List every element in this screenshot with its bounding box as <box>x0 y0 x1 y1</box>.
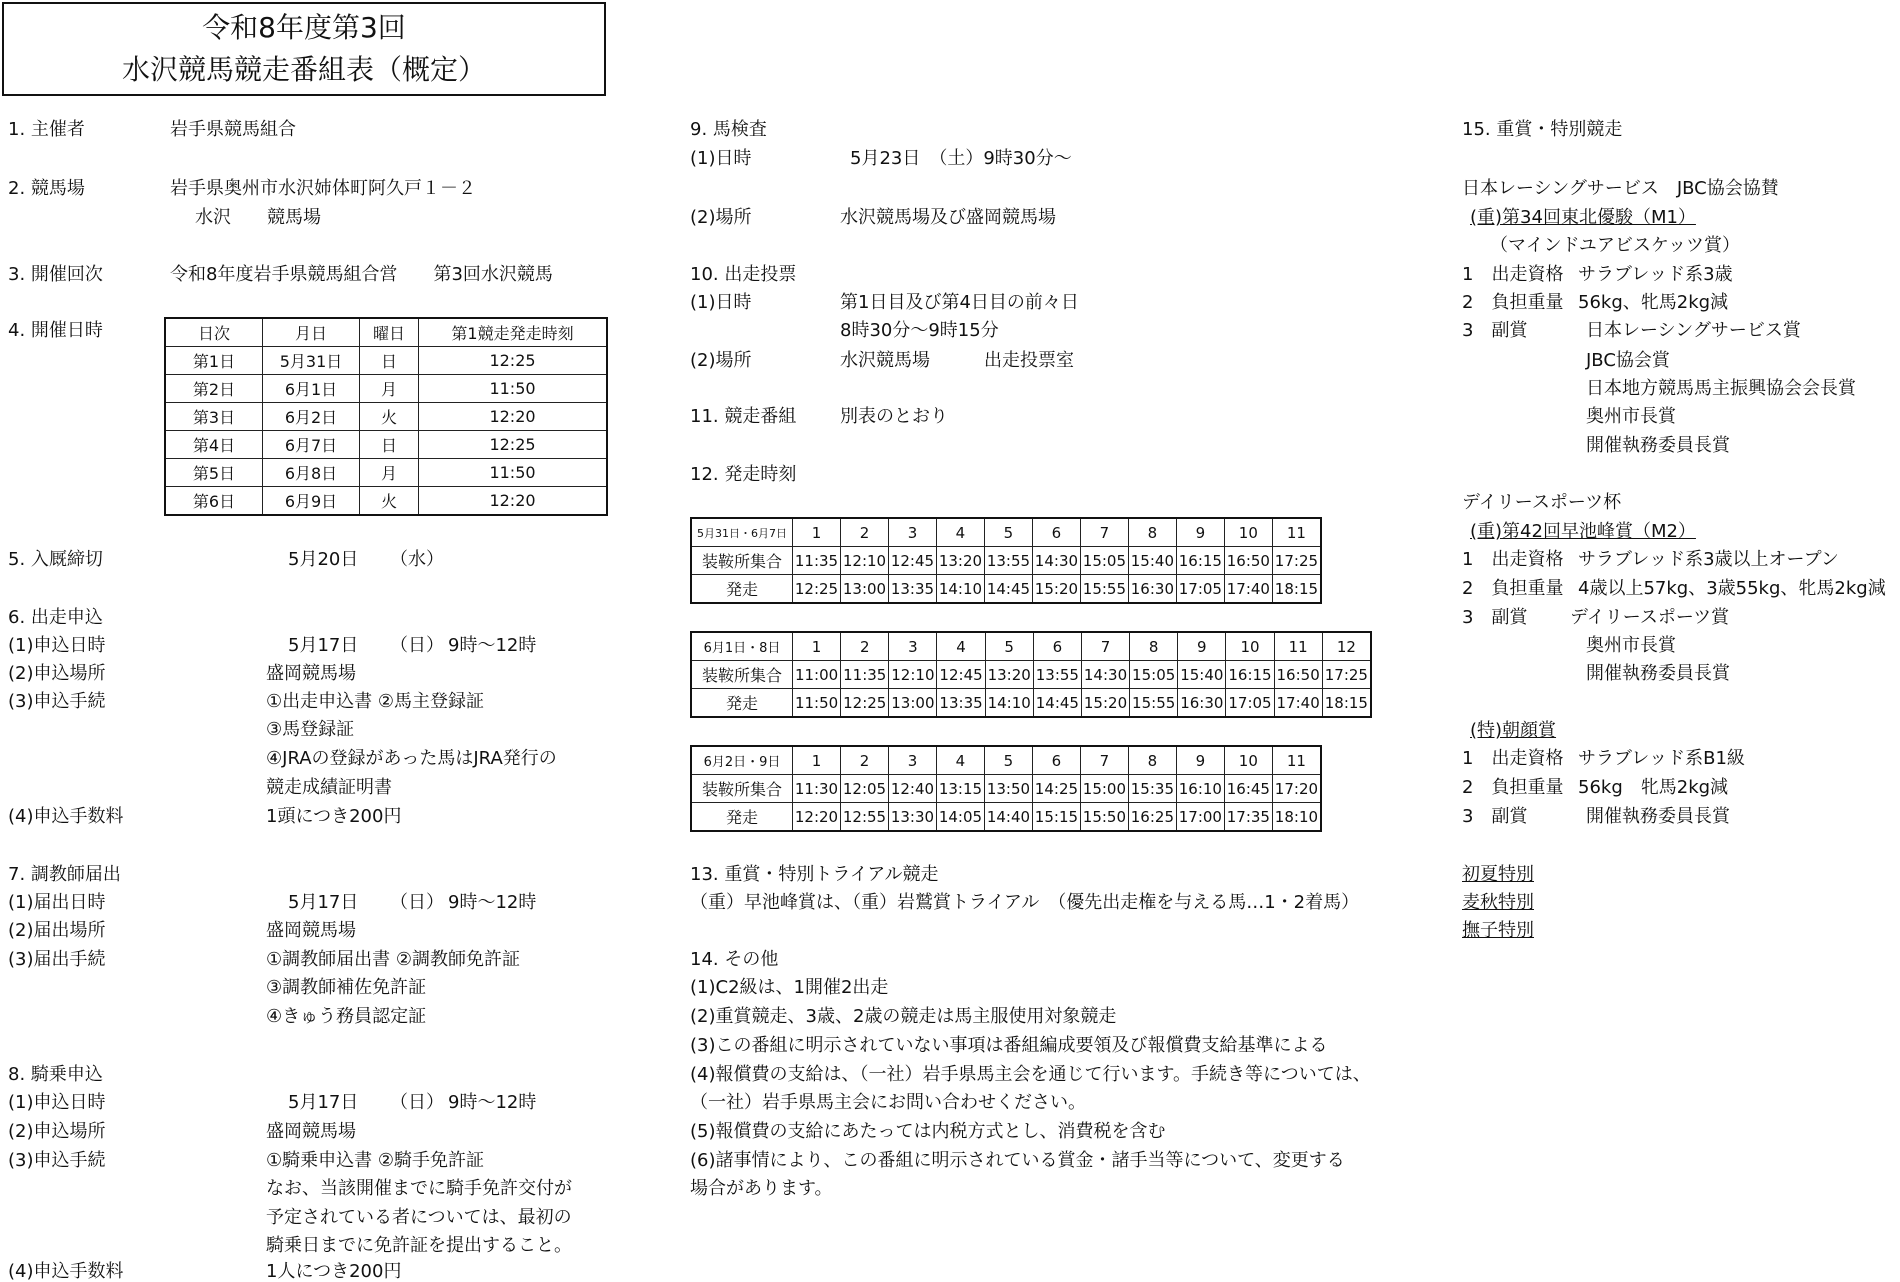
cell: 第3日 <box>165 403 263 431</box>
s14-item6a: (6)諸事情により、この番組に明示されている賞金・諸手当等について、変更する <box>690 1150 1345 1171</box>
race2-name: (重)第42回早池峰賞（M2） <box>1470 521 1696 542</box>
race1-prize-label: 3 副賞 <box>1462 320 1528 341</box>
race-number: 6 <box>1032 518 1080 547</box>
time-cell: 15:40 <box>1128 547 1176 575</box>
schedule-number-row <box>691 518 1321 547</box>
s6-4-value: 1頭につき200円 <box>266 806 402 827</box>
s6-2-value: 盛岡競馬場 <box>266 663 356 684</box>
race1-prize5: 開催執務委員長賞 <box>1586 435 1730 456</box>
schedule-row <box>691 575 1321 604</box>
race-number: 5 <box>984 746 1032 775</box>
race-number: 4 <box>937 632 985 661</box>
section6-label: 6. 出走申込 <box>8 607 103 628</box>
s14-item1: (1)C2級は、1開催2出走 <box>690 977 889 998</box>
race2-prize2: 奥州市長賞 <box>1586 635 1676 656</box>
s8-3-v3: 予定されている者については、最初の <box>266 1207 572 1228</box>
race3-prize1: 開催執務委員長賞 <box>1586 806 1730 827</box>
time-cell: 12:55 <box>840 803 888 832</box>
time-cell: 11:30 <box>793 775 841 803</box>
time-cell: 15:05 <box>1080 547 1128 575</box>
s9-2-value: 水沢競馬場及び盛岡競馬場 <box>840 207 1056 228</box>
race-number: 9 <box>1176 518 1224 547</box>
time-cell: 17:40 <box>1224 575 1272 604</box>
cell: 火 <box>360 487 419 516</box>
time-cell: 13:00 <box>840 575 888 604</box>
race1-qual-label: 1 出走資格 <box>1462 264 1564 285</box>
race1-weight-label: 2 負担重量 <box>1462 292 1564 313</box>
time-cell: 15:55 <box>1080 575 1128 604</box>
s8-4-label: (4)申込手数料 <box>8 1261 124 1282</box>
s14-item4b: （一社）岩手県馬主会にお問い合わせください。 <box>690 1092 1086 1113</box>
section5-label: 5. 入厩締切 <box>8 549 103 570</box>
time-cell: 13:35 <box>937 689 985 718</box>
schedule-header: 5月31日・6月7日 <box>691 518 793 547</box>
header-cell: 曜日 <box>360 318 419 347</box>
time-cell: 14:30 <box>1032 547 1080 575</box>
race-number: 7 <box>1080 518 1128 547</box>
race-number: 8 <box>1128 518 1176 547</box>
section1-value: 岩手県競馬組合 <box>170 119 296 140</box>
schedule-header: 6月1日・8日 <box>691 632 793 661</box>
meeting-days-table <box>164 317 608 516</box>
section15-label: 15. 重賞・特別競走 <box>1462 119 1623 140</box>
row-label: 発走 <box>691 689 793 718</box>
s8-3-v4: 騎乗日までに免許証を提出すること。 <box>266 1235 572 1256</box>
race2-qual-value: サラブレッド系3歳以上オープン <box>1578 549 1839 570</box>
cell: 6月2日 <box>263 403 360 431</box>
s6-2-label: (2)申込場所 <box>8 663 106 684</box>
time-cell: 14:40 <box>984 803 1032 832</box>
time-cell: 14:45 <box>984 575 1032 604</box>
time-cell: 15:35 <box>1128 775 1176 803</box>
time-cell: 12:20 <box>793 803 841 832</box>
s7-3-v3: ④きゅう務員認定証 <box>266 1006 427 1027</box>
race3-weight-label: 2 負担重量 <box>1462 777 1564 798</box>
race2-qual-label: 1 出走資格 <box>1462 549 1564 570</box>
race-number: 7 <box>1081 632 1129 661</box>
race2-prize-label: 3 副賞 <box>1462 607 1528 628</box>
cell: 第6日 <box>165 487 263 516</box>
section2-value2: 水沢 競馬場 <box>195 207 321 228</box>
time-cell: 13:00 <box>889 689 937 718</box>
time-cell: 16:50 <box>1274 661 1322 689</box>
s6-3-v3: ④JRAの登録があった馬はJRA発行の <box>266 748 557 769</box>
time-cell: 16:10 <box>1176 775 1224 803</box>
section8-label: 8. 騎乗申込 <box>8 1064 103 1085</box>
race-number: 11 <box>1272 518 1321 547</box>
s6-1-time: 9時～12時 <box>448 635 537 656</box>
race-number: 5 <box>985 632 1033 661</box>
time-cell: 18:15 <box>1322 689 1371 718</box>
s8-3-v2: なお、当該開催までに騎手免許交付が <box>266 1178 572 1199</box>
time-cell: 13:30 <box>888 803 936 832</box>
time-cell: 16:15 <box>1226 661 1274 689</box>
s14-item4a: (4)報償費の支給は、（一社）岩手県馬主会を通じて行います。手続き等については、 <box>690 1064 1371 1085</box>
special-race-1: 初夏特別 <box>1462 864 1534 885</box>
s6-3-v1: ①出走申込書 ②馬主登録証 <box>266 691 484 712</box>
time-cell: 17:25 <box>1272 547 1321 575</box>
section11-value: 別表のとおり <box>840 406 948 427</box>
time-cell: 14:05 <box>936 803 984 832</box>
cell: 月 <box>360 459 419 487</box>
section12-label: 12. 発走時刻 <box>690 464 797 485</box>
section7-label: 7. 調教師届出 <box>8 864 121 885</box>
time-cell: 17:05 <box>1176 575 1224 604</box>
race1-sponsor: 日本レーシングサービス JBC協会協賛 <box>1462 178 1779 199</box>
s7-3-v1: ①調教師届出書 ②調教師免許証 <box>266 949 520 970</box>
time-cell: 17:05 <box>1226 689 1274 718</box>
section13-label: 13. 重賞・特別トライアル競走 <box>690 864 939 885</box>
time-cell: 11:35 <box>841 661 889 689</box>
time-cell: 12:45 <box>888 547 936 575</box>
s8-2-value: 盛岡競馬場 <box>266 1121 356 1142</box>
race-number: 10 <box>1226 632 1274 661</box>
race-number: 11 <box>1272 746 1321 775</box>
section13-value: （重）早池峰賞は、（重）岩鷲賞トライアル （優先出走権を与える馬…1・2着馬） <box>690 892 1360 913</box>
race2-prize1: デイリースポーツ賞 <box>1570 607 1730 628</box>
s10-2-value: 水沢競馬場 出走投票室 <box>840 350 1074 371</box>
race-number: 2 <box>841 632 889 661</box>
s8-3-label: (3)申込手続 <box>8 1150 106 1171</box>
s9-1-value: 5月23日 （土）9時30分～ <box>850 148 1072 169</box>
s8-3-v1: ①騎乗申込書 ②騎手免許証 <box>266 1150 484 1171</box>
row-label: 発走 <box>691 575 793 604</box>
cell: 第1日 <box>165 347 263 375</box>
cell: 6月1日 <box>263 375 360 403</box>
race-number: 9 <box>1178 632 1226 661</box>
s8-1-date: 5月17日 <box>288 1092 359 1113</box>
cell: 火 <box>360 403 419 431</box>
race2-sponsor: デイリースポーツ杯 <box>1462 492 1622 513</box>
s6-1-date: 5月17日 <box>288 635 359 656</box>
race-number: 6 <box>1032 746 1080 775</box>
time-cell: 13:35 <box>888 575 936 604</box>
race-number: 10 <box>1224 746 1272 775</box>
time-cell: 14:10 <box>936 575 984 604</box>
race-number: 1 <box>793 632 841 661</box>
table-row <box>165 347 607 375</box>
time-cell: 17:20 <box>1272 775 1321 803</box>
time-cell: 13:20 <box>985 661 1033 689</box>
race1-qual-value: サラブレッド系3歳 <box>1578 264 1733 285</box>
row-label: 発走 <box>691 803 793 832</box>
time-cell: 18:10 <box>1272 803 1321 832</box>
table-row <box>165 403 607 431</box>
time-cell: 14:25 <box>1032 775 1080 803</box>
table-header-row <box>165 318 607 347</box>
s7-1-date: 5月17日 <box>288 892 359 913</box>
race3-prize-label: 3 副賞 <box>1462 806 1528 827</box>
cell: 6月9日 <box>263 487 360 516</box>
time-cell: 12:45 <box>937 661 985 689</box>
time-cell: 16:30 <box>1178 689 1226 718</box>
cell: 11:50 <box>419 375 608 403</box>
time-cell: 15:15 <box>1032 803 1080 832</box>
race1-weight-value: 56kg、牝馬2kg減 <box>1578 292 1729 313</box>
section2-label: 2. 競馬場 <box>8 178 85 199</box>
s8-2-label: (2)申込場所 <box>8 1121 106 1142</box>
s10-2-label: (2)場所 <box>690 350 752 371</box>
special-race-3: 撫子特別 <box>1462 920 1534 941</box>
race-number: 9 <box>1176 746 1224 775</box>
time-cell: 15:00 <box>1080 775 1128 803</box>
race1-prize1: 日本レーシングサービス賞 <box>1586 320 1801 341</box>
section14-label: 14. その他 <box>690 949 779 970</box>
time-cell: 12:25 <box>793 575 841 604</box>
cell: 6月7日 <box>263 431 360 459</box>
race-number: 3 <box>889 632 937 661</box>
time-cell: 13:55 <box>984 547 1032 575</box>
time-cell: 15:40 <box>1178 661 1226 689</box>
cell: 月 <box>360 375 419 403</box>
race-number: 2 <box>840 746 888 775</box>
race-number: 8 <box>1128 746 1176 775</box>
time-cell: 16:30 <box>1128 575 1176 604</box>
s14-item3: (3)この番組に明示されていない事項は番組編成要領及び報償費支給基準による <box>690 1035 1328 1056</box>
time-cell: 12:05 <box>840 775 888 803</box>
time-cell: 11:35 <box>793 547 841 575</box>
race1-prize4: 奥州市長賞 <box>1586 406 1676 427</box>
race2-prize3: 開催執務委員長賞 <box>1586 663 1730 684</box>
header-cell: 日次 <box>165 318 263 347</box>
s6-3-v4: 競走成績証明書 <box>266 777 392 798</box>
s6-1-label: (1)申込日時 <box>8 635 106 656</box>
cell: 第2日 <box>165 375 263 403</box>
start-time-table-3 <box>690 745 1322 832</box>
s8-1-time: 9時～12時 <box>448 1092 537 1113</box>
race2-weight-label: 2 負担重量 <box>1462 578 1564 599</box>
s8-1-label: (1)申込日時 <box>8 1092 106 1113</box>
race-number: 1 <box>793 746 841 775</box>
row-label: 装鞍所集合 <box>691 661 793 689</box>
cell: 第4日 <box>165 431 263 459</box>
race-number: 3 <box>888 746 936 775</box>
time-cell: 13:55 <box>1033 661 1081 689</box>
time-cell: 17:00 <box>1176 803 1224 832</box>
schedule-row <box>691 689 1371 718</box>
race2-weight-value: 4歳以上57kg、3歳55kg、牝馬2kg減 <box>1578 578 1886 599</box>
s9-2-label: (2)場所 <box>690 207 752 228</box>
s8-1-dow: （日） <box>390 1092 444 1113</box>
s6-4-label: (4)申込手数料 <box>8 806 124 827</box>
time-cell: 16:45 <box>1224 775 1272 803</box>
time-cell: 15:05 <box>1130 661 1178 689</box>
time-cell: 13:15 <box>936 775 984 803</box>
race-number: 6 <box>1033 632 1081 661</box>
title-box <box>2 2 606 96</box>
s6-1-dow: （日） <box>390 635 444 656</box>
s7-2-value: 盛岡競馬場 <box>266 920 356 941</box>
cell: 12:25 <box>419 347 608 375</box>
s14-item2: (2)重賞競走、3歳、2歳の競走は馬主服使用対象競走 <box>690 1006 1117 1027</box>
race-number: 12 <box>1322 632 1371 661</box>
time-cell: 16:50 <box>1224 547 1272 575</box>
s10-1-v1: 第1日目及び第4日目の前々日 <box>840 292 1079 313</box>
race-number: 10 <box>1224 518 1272 547</box>
time-cell: 17:25 <box>1322 661 1371 689</box>
cell: 5月31日 <box>263 347 360 375</box>
s10-1-label: (1)日時 <box>690 292 752 313</box>
section3-value: 令和8年度岩手県競馬組合営 第3回水沢競馬 <box>170 264 553 285</box>
s10-1-v2: 8時30分～9時15分 <box>840 320 999 341</box>
schedule-row <box>691 803 1321 832</box>
section5-date: 5月20日 <box>288 549 359 570</box>
time-cell: 13:50 <box>984 775 1032 803</box>
race-number: 4 <box>936 518 984 547</box>
race-number: 3 <box>888 518 936 547</box>
table-row <box>165 431 607 459</box>
table-row <box>165 459 607 487</box>
s7-1-dow: （日） <box>390 892 444 913</box>
section5-dow: （水） <box>390 549 444 570</box>
table-row <box>165 375 607 403</box>
s6-3-v2: ③馬登録証 <box>266 719 355 740</box>
race-number: 5 <box>984 518 1032 547</box>
header-cell: 第1競走発走時刻 <box>419 318 608 347</box>
s7-2-label: (2)届出場所 <box>8 920 106 941</box>
cell: 11:50 <box>419 459 608 487</box>
time-cell: 14:45 <box>1033 689 1081 718</box>
race3-qual-value: サラブレッド系B1級 <box>1578 748 1745 769</box>
race-number: 11 <box>1274 632 1322 661</box>
race1-name: (重)第34回東北優駿（M1） <box>1470 207 1696 228</box>
cell: 日 <box>360 431 419 459</box>
time-cell: 11:00 <box>793 661 841 689</box>
s7-3-label: (3)届出手続 <box>8 949 106 970</box>
row-label: 装鞍所集合 <box>691 775 793 803</box>
s14-item5: (5)報償費の支給にあたっては内税方式とし、消費税を含む <box>690 1121 1166 1142</box>
s14-item6b: 場合があります。 <box>690 1178 833 1199</box>
cell: 12:20 <box>419 487 608 516</box>
schedule-number-row <box>691 632 1371 661</box>
s7-3-v2: ③調教師補佐免許証 <box>266 977 427 998</box>
time-cell: 17:40 <box>1274 689 1322 718</box>
section2-value1: 岩手県奥州市水沢姉体町阿久戸１－２ <box>170 178 476 199</box>
schedule-header: 6月2日・9日 <box>691 746 793 775</box>
section3-label: 3. 開催回次 <box>8 264 103 285</box>
schedule-number-row <box>691 746 1321 775</box>
s9-1-label: (1)日時 <box>690 148 752 169</box>
schedule-row <box>691 775 1321 803</box>
cell: 12:20 <box>419 403 608 431</box>
title-line2: 水沢競馬競走番組表（概定） <box>121 53 486 86</box>
cell: 日 <box>360 347 419 375</box>
race3-name: (特)朝顔賞 <box>1470 720 1557 741</box>
time-cell: 15:50 <box>1080 803 1128 832</box>
time-cell: 15:20 <box>1081 689 1129 718</box>
special-race-2: 麦秋特別 <box>1462 892 1534 913</box>
time-cell: 18:15 <box>1272 575 1321 604</box>
table-row <box>165 487 607 516</box>
section1-label: 1. 主催者 <box>8 119 85 140</box>
race1-prize3: 日本地方競馬馬主振興協会会長賞 <box>1586 378 1856 399</box>
s8-4-value: 1人につき200円 <box>266 1261 402 1282</box>
time-cell: 15:20 <box>1032 575 1080 604</box>
cell: 6月8日 <box>263 459 360 487</box>
race-number: 1 <box>793 518 841 547</box>
title-line1: 令和8年度第3回 <box>202 11 406 44</box>
s7-1-label: (1)届出日時 <box>8 892 106 913</box>
cell: 12:25 <box>419 431 608 459</box>
schedule-row <box>691 547 1321 575</box>
race3-weight-value: 56kg 牝馬2kg減 <box>1578 777 1729 798</box>
time-cell: 11:50 <box>793 689 841 718</box>
race1-subtitle: （マインドユアビスケッツ賞） <box>1490 235 1741 256</box>
schedule-row <box>691 661 1371 689</box>
header-cell: 月日 <box>263 318 360 347</box>
time-cell: 14:30 <box>1081 661 1129 689</box>
time-cell: 14:10 <box>985 689 1033 718</box>
time-cell: 15:55 <box>1130 689 1178 718</box>
section10-label: 10. 出走投票 <box>690 264 797 285</box>
s7-1-time: 9時～12時 <box>448 892 537 913</box>
time-cell: 16:25 <box>1128 803 1176 832</box>
time-cell: 17:35 <box>1224 803 1272 832</box>
time-cell: 12:25 <box>841 689 889 718</box>
race-number: 2 <box>840 518 888 547</box>
s6-3-label: (3)申込手続 <box>8 691 106 712</box>
cell: 第5日 <box>165 459 263 487</box>
race3-qual-label: 1 出走資格 <box>1462 748 1564 769</box>
section11-label: 11. 競走番組 <box>690 406 797 427</box>
time-cell: 12:10 <box>889 661 937 689</box>
start-time-table-1 <box>690 517 1322 604</box>
race-number: 8 <box>1130 632 1178 661</box>
section4-label: 4. 開催日時 <box>8 320 103 341</box>
race1-prize2: JBC協会賞 <box>1586 350 1670 371</box>
time-cell: 12:10 <box>840 547 888 575</box>
time-cell: 16:15 <box>1176 547 1224 575</box>
start-time-table-2 <box>690 631 1372 718</box>
time-cell: 12:40 <box>888 775 936 803</box>
row-label: 装鞍所集合 <box>691 547 793 575</box>
time-cell: 13:20 <box>936 547 984 575</box>
section9-label: 9. 馬検査 <box>690 119 767 140</box>
race-number: 4 <box>936 746 984 775</box>
race-number: 7 <box>1080 746 1128 775</box>
